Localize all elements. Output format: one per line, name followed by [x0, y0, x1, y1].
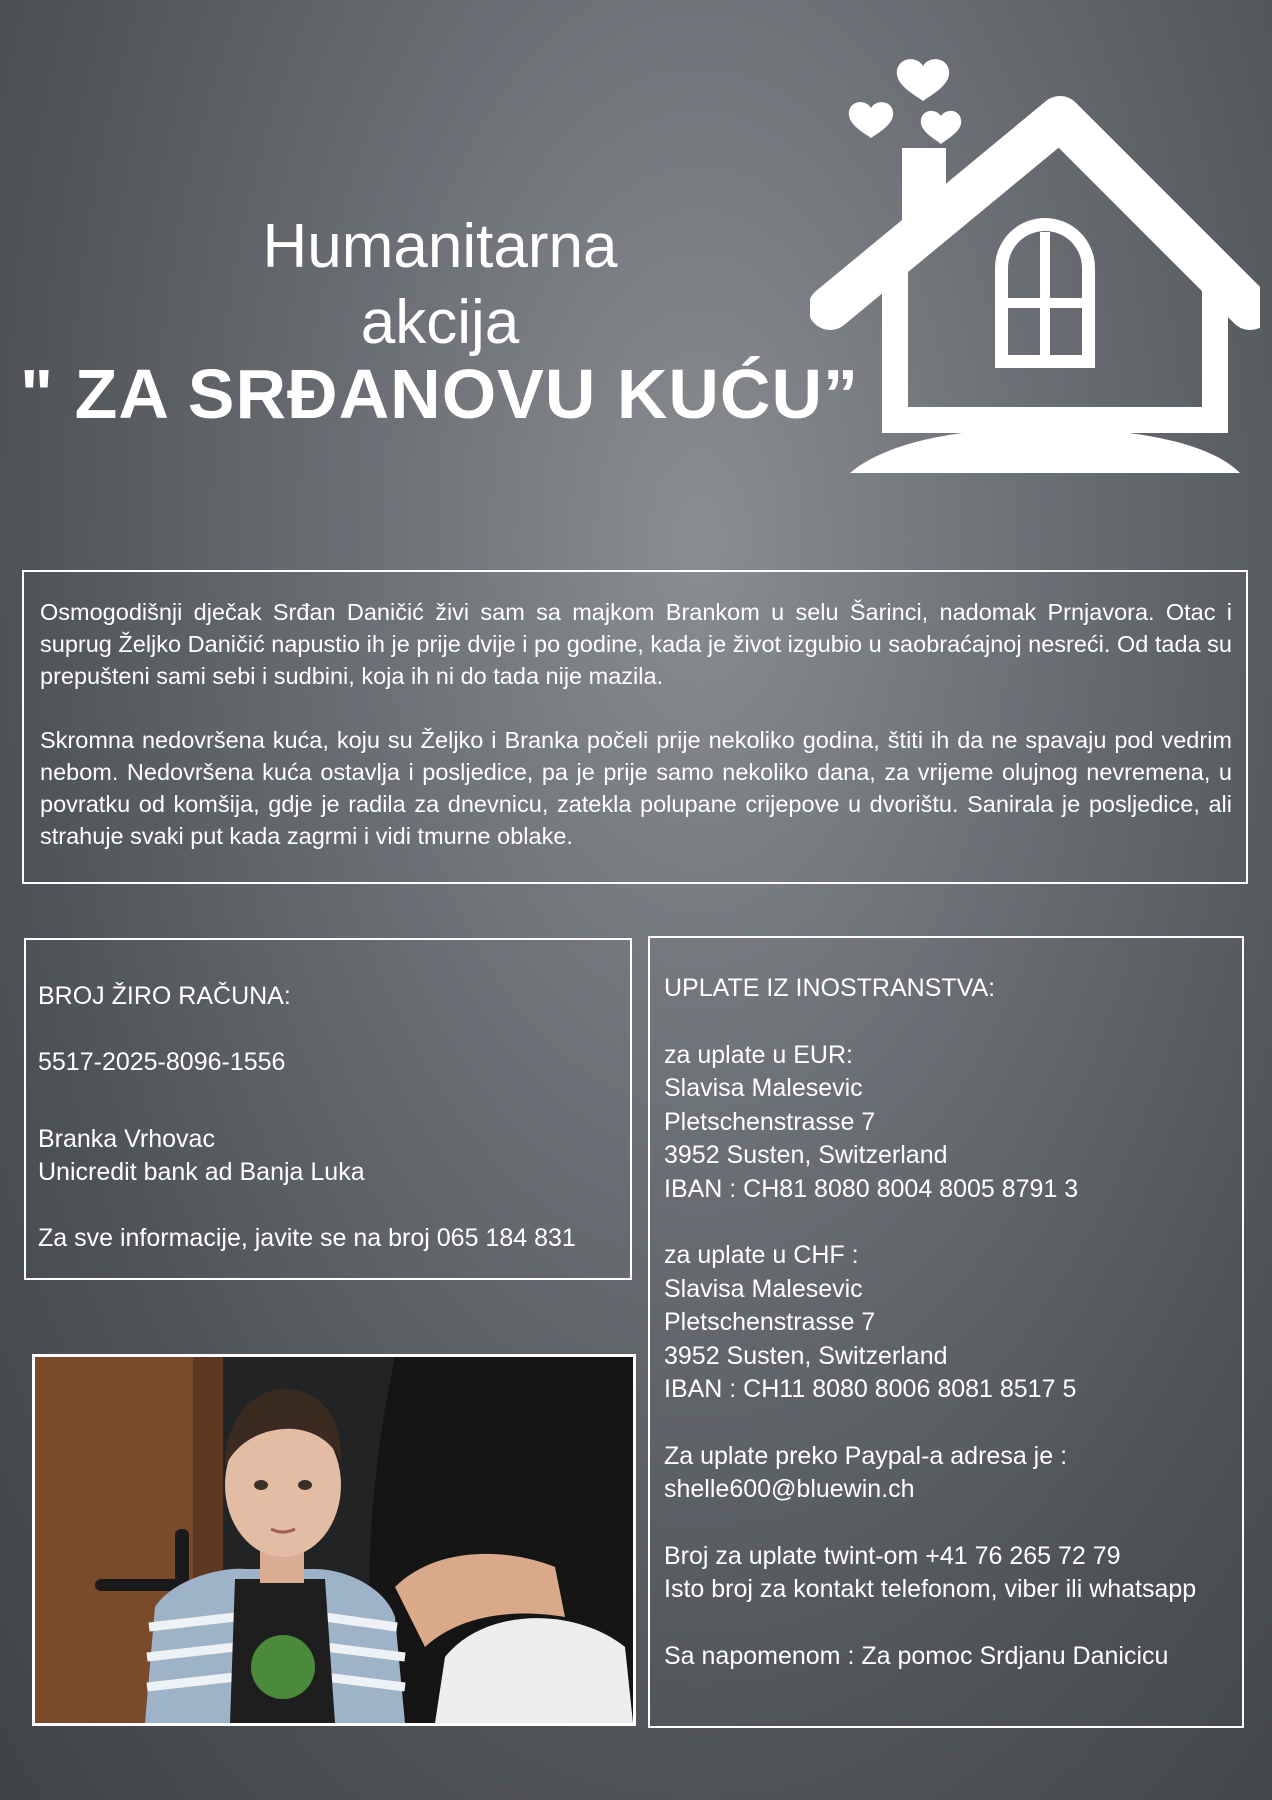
chf-city: 3952 Susten, Switzerland	[664, 1341, 948, 1370]
title-akcija: akcija	[360, 288, 520, 357]
foreign-heading: UPLATE IZ INOSTRANSTVA:	[664, 974, 996, 1002]
boy-photo	[32, 1354, 636, 1726]
foreign-payments-box	[648, 936, 1244, 1728]
contact-note: Isto broj za kontakt telefonom, viber ili whatsapp	[664, 1575, 1197, 1603]
heart-icon	[897, 59, 949, 101]
bank-heading: BROJ ŽIRO RAČUNA:	[38, 982, 291, 1010]
chf-label: za uplate u CHF :	[664, 1241, 859, 1269]
eur-street: Pletschenstrasse 7	[664, 1107, 876, 1136]
story-paragraph-1: Osmogodišnji dječak Srđan Daničić živi sam sa majkom Brankom u selu Šarinci, nadomak Prnjavora. Otac i suprug Željko Daničić napustio ih je prije dvije i po godine, kada je život izgubio u saobraćajnoj nesreći. Od tada su prepušteni sami sebi i sudbini, koja ih ni do tada nije mazila.	[40, 599, 1232, 689]
house-with-hearts-icon	[810, 38, 1260, 478]
chf-name: Slavisa Malesevic	[664, 1274, 863, 1303]
eur-iban: IBAN : CH81 8080 8004 8005 8791 3	[664, 1174, 1079, 1203]
eur-label: za uplate u EUR:	[664, 1040, 853, 1069]
twint-number: Broj za uplate twint-om +41 76 265 72 79	[664, 1541, 1121, 1570]
eur-name: Slavisa Malesevic	[664, 1074, 863, 1102]
title-humanitarna: Humanitarna	[262, 212, 618, 281]
heart-icon	[921, 111, 961, 144]
bank-account-box	[24, 938, 632, 1280]
story-paragraph-2: Skromna nedovršena kuća, koju su Željko i Branka počeli prije nekoliko godina, štiti ih da ne spavaju pod vedrim nebom. Nedovršena kuća ostavlja i posljedice, pa je prije samo nekoliko dana, za vrijeme olujnog nevremena, u povratku od komšija, gdje je radila za dnevnicu, zatekla polupane crijepove u dvorištu. Sanirala je posljedice, ali strahuje svaki put kada zagrmi i vidi tmurne oblake.	[40, 727, 1232, 849]
bank-account-number: 5517-2025-8096-1556	[38, 1048, 286, 1076]
bank-info: Za sve informacije, javite se na broj 065 184 831	[38, 1224, 576, 1252]
chf-street: Pletschenstrasse 7	[664, 1308, 876, 1336]
paypal-email: shelle600@bluewin.ch	[664, 1475, 915, 1503]
eur-city: 3952 Susten, Switzerland	[664, 1141, 948, 1169]
title-za-srdjanovu-kucu: " ZA SRĐANOVU KUĆU”	[20, 355, 860, 433]
bank-name: Unicredit bank ad Banja Luka	[38, 1158, 365, 1186]
paypal-label: Za uplate preko Paypal-a adresa je :	[664, 1441, 1068, 1470]
heart-icon	[849, 102, 893, 138]
chf-iban: IBAN : CH11 8080 8006 8081 8517 5	[664, 1375, 1077, 1403]
bank-holder: Branka Vrhovac	[38, 1125, 215, 1153]
payment-note: Sa napomenom : Za pomoc Srdjanu Danicicu	[664, 1641, 1169, 1670]
story-box	[22, 570, 1248, 884]
